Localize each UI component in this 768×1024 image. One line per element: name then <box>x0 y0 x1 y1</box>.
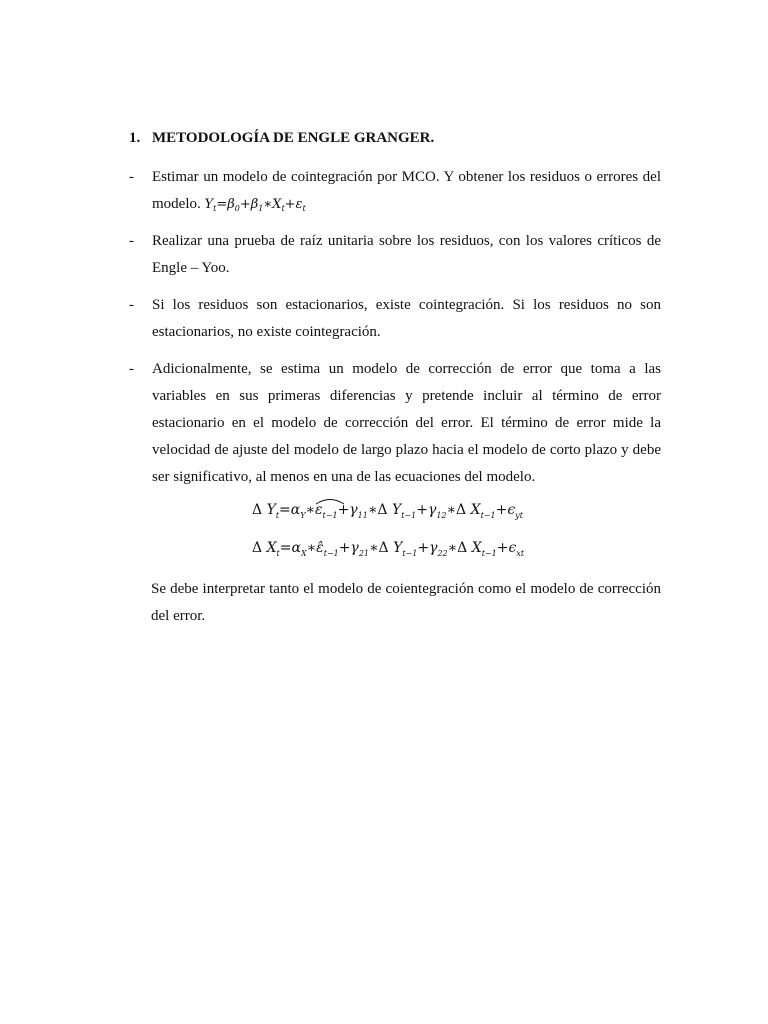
item-text: Si los residuos son estacionarios, existe cointegración. Si los residuos no son estacionarios, no existe cointegración. <box>152 297 661 340</box>
list-bullet: - <box>129 297 134 313</box>
list-item <box>129 356 661 491</box>
steps-list <box>129 164 661 501</box>
item-text: Estimar un modelo de cointegración por MCO. Y obtener los residuos o errores del modelo. <box>152 169 661 212</box>
list-item <box>129 292 661 346</box>
section-heading <box>129 128 434 148</box>
closing-paragraph: Se debe interpretar tanto el modelo de coientegración como el modelo de corrección del error. <box>151 581 661 624</box>
item-text: Realizar una prueba de raíz unitaria sobre los residuos, con los valores críticos de Engle – Yoo. <box>152 233 661 276</box>
list-item <box>129 164 661 218</box>
item-text: Adicionalmente, se estima un modelo de corrección de error que toma a las variables en sus primeras diferencias y pretende incluir al término de error estacionario en el modelo de corrección del error. El término de error mide la velocidad de ajuste del modelo de largo plazo hacia el modelo de corto plazo y debe ser significativo, al menos en una de las ecuaciones del modelo. <box>152 361 661 485</box>
ecm-equation-x: Δ $X_t=\alpha_X∗\varepsilon̂_{t-1}+\gamma_{21}∗\Delta$ $Y_{t-1}+\gamma_{22}∗\Delta$ $X_{t-1}+\epsilon_{xt}$ <box>252 540 525 558</box>
list-item <box>129 228 661 282</box>
section-number: 1. <box>129 130 141 146</box>
list-bullet: - <box>129 233 134 249</box>
wide-hat-accent <box>315 497 345 505</box>
ecm-equation-y: Δ $Y_t=\alpha_Y∗$ $\varepsilon_{t-1}+\gamma_{11}∗\Delta$ $Y_{t-1}+\gamma_{12}∗\Delta$ $X_{t-1}+\epsilon_{yt}$ <box>252 502 552 518</box>
epsilon-hat: $\varepsilon_{t-1}$ <box>315 502 338 518</box>
ols-formula: $Y_t=\beta_0+\beta_1∗X_t+\varepsilon_t$ <box>204 197 306 213</box>
list-bullet: - <box>129 361 134 377</box>
list-bullet: - <box>129 169 134 185</box>
section-title: METODOLOGÍA DE ENGLE GRANGER. <box>152 130 435 146</box>
list-item-text <box>152 164 661 218</box>
